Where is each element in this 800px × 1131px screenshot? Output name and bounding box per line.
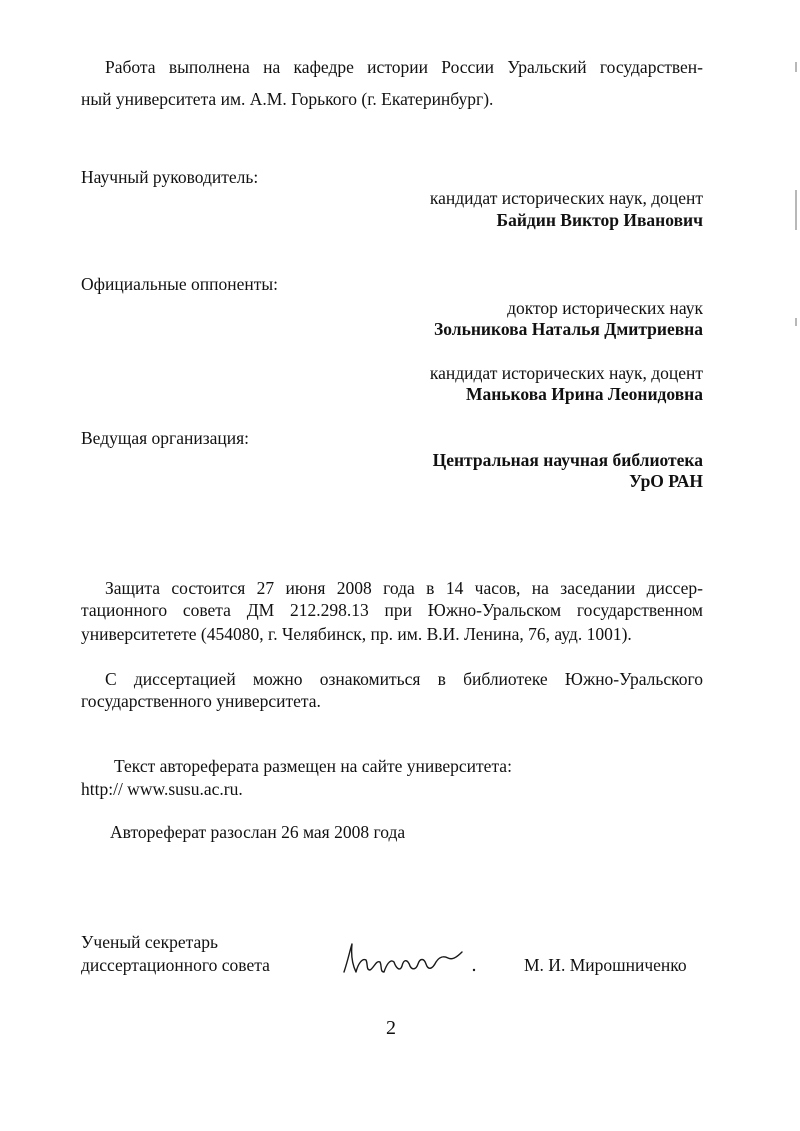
website-url: http:// www.susu.ac.ru. xyxy=(81,779,243,799)
supervisor-label: Научный руководитель: xyxy=(81,167,259,187)
opponents-label: Официальные оппоненты: xyxy=(81,274,278,294)
supervisor-name: Байдин Виктор Иванович xyxy=(496,210,703,230)
scan-edge-mark xyxy=(795,318,797,326)
intro-line-2: ный университета им. А.М. Горького (г. Екатеринбург). xyxy=(81,89,494,109)
scan-edge-mark xyxy=(795,62,797,72)
page-number: 2 xyxy=(386,1017,396,1039)
scan-edge-mark xyxy=(795,190,797,230)
opponent-degree: доктор исторических наук xyxy=(507,298,703,318)
secretary-label-line-2: диссертационного совета xyxy=(81,955,270,975)
lead-org-line-2: УрО РАН xyxy=(629,471,703,491)
library-line-1: С диссертацией можно ознакомиться в библиотеке Южно-Уральского xyxy=(105,669,703,689)
lead-org-label: Ведущая организация: xyxy=(81,428,250,448)
secretary-name: М. И. Мирошниченко xyxy=(524,955,687,975)
lead-org-line-1: Центральная научная библиотека xyxy=(432,450,703,470)
defense-line-3: университетете (454080, г. Челябинск, пр. им. В.И. Ленина, 76, ауд. 1001). xyxy=(81,624,632,644)
website-text: Текст автореферата размещен на сайте университета: xyxy=(114,756,512,776)
handwritten-signature xyxy=(336,940,486,980)
opponent-name: Зольникова Наталья Дмитриевна xyxy=(434,319,703,339)
mailed-date: Автореферат разослан 26 мая 2008 года xyxy=(110,822,406,842)
secretary-label-line-1: Ученый секретарь xyxy=(81,932,218,952)
library-line-2: государственного университета. xyxy=(81,691,321,711)
opponent-name: Манькова Ирина Леонидовна xyxy=(465,384,703,404)
defense-line-2: тационного совета ДМ 212.298.13 при Южно-Уральском государственном xyxy=(81,600,703,620)
opponent-degree: кандидат исторических наук, доцент xyxy=(429,363,703,383)
defense-line-1: Защита состоится 27 июня 2008 года в 14 часов, на заседании диссер- xyxy=(105,578,703,598)
supervisor-degree: кандидат исторических наук, доцент xyxy=(429,188,703,208)
intro-line-1: Работа выполнена на кафедре истории России Уральский государствен- xyxy=(105,57,703,77)
